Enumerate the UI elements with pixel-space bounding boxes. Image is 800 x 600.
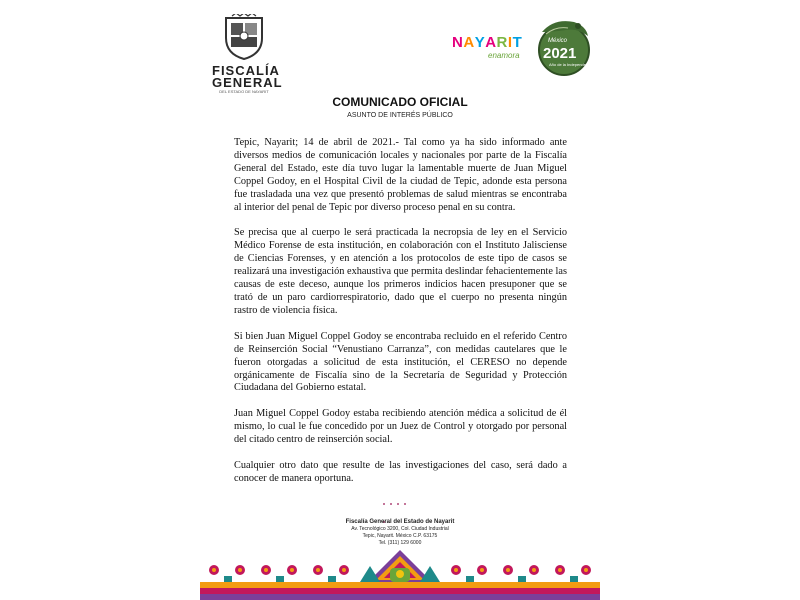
nayarit-letter: A xyxy=(463,34,475,51)
coat-of-arms-icon xyxy=(222,14,266,60)
document-subtitle: ASUNTO DE INTERÉS PÚBLICO xyxy=(347,112,453,119)
paragraph-3: Si bien Juan Miguel Coppel Godoy se encontraba recluido en el referido Centro de Reinserción Social “Venustiano Carranza”, con medidas cautelares que le fueron otorgadas a solicitud de esta institución, el CERESO no depende orgánicamente de Fiscalía sino de la Secretaría de Seguridad y Protección Ciudadana del Gobierno estatal. xyxy=(234,330,567,394)
logo-text-estado: DEL ESTADO DE NAYARIT xyxy=(219,89,269,94)
nayarit-letter: R xyxy=(496,34,508,51)
nayarit-wordmark xyxy=(452,34,522,51)
decorative-border-art xyxy=(200,548,600,600)
seal-year-text: 2021 xyxy=(543,45,577,62)
document-title: COMUNICADO OFICIAL xyxy=(332,95,468,109)
nayarit-letter: N xyxy=(452,34,464,51)
seal-mexico-text: México xyxy=(548,38,568,44)
dotted-divider xyxy=(383,492,417,496)
paragraph-4: Juan Miguel Coppel Godoy estaba recibiendo atención médica a solicitud de él mismo, lo cual le fue concedido por un Juez de Control y otorgado por personal del citado centro de reinserción social. xyxy=(234,408,567,446)
nayarit-letter: I xyxy=(507,34,513,51)
footer-organization: Fiscalía General del Estado de Nayarit xyxy=(345,519,455,525)
document-body xyxy=(234,137,567,499)
nayarit-letter: T xyxy=(512,34,523,51)
fiscalia-logo xyxy=(212,14,283,95)
nayarit-letter: A xyxy=(485,34,497,51)
paragraph-1: Tepic, Nayarit; 14 de abril de 2021.- Tal como ya ha sido informado ante diversos medios de comunicación locales y nacionales por parte de la Fiscalía General del Estado, este día tuvo lugar la lamentable muerte de Juan Miguel Coppel Godoy, en el Hospital Civil de la ciudad de Tepic, adonde esta persona fue trasladada una vez que presentó problemas de salud mientras se encontraba al interior del penal de Tepic por diverso proceso penal en su contra. xyxy=(234,137,567,213)
footer-phone: Tel. (311) 129 6000 xyxy=(378,540,422,546)
logo-text-general: GENERAL xyxy=(212,75,283,90)
enamora-tagline: enamora xyxy=(488,51,520,60)
logo-text-fiscalia: FISCALÍA xyxy=(212,63,280,78)
footer-address-2: Tepic, Nayarit. México C.P. 63175 xyxy=(362,533,438,539)
footer-contact xyxy=(300,518,500,547)
paragraph-2: Se precisa que al cuerpo le será practicada la necropsia de ley en el Servicio Médico Forense de esta institución, en colaboración con el Instituto Jalisciense de Ciencias Forenses, y en atención a los protocolos de este tipo de casos se realizará una investigación exhaustiva que permita deslindar fehacientemente las causas de este deceso, aunque los primeros indicios hacen presuponer que se trató de un paro cardiorrespiratorio, dado que el cuerpo no presenta ningún rastro de violencia física. xyxy=(234,227,567,316)
footer-address-1: Av. Tecnológico 3200, Col. Ciudad Industrial xyxy=(351,526,449,532)
nayarit-letter: Y xyxy=(474,34,486,51)
seal-small-text: Año de la Independencia xyxy=(549,62,594,67)
nayarit-logo xyxy=(448,18,598,82)
paragraph-5: Cualquier otro dato que resulte de las investigaciones del caso, será dado a conocer de manera oportuna. xyxy=(234,460,567,484)
